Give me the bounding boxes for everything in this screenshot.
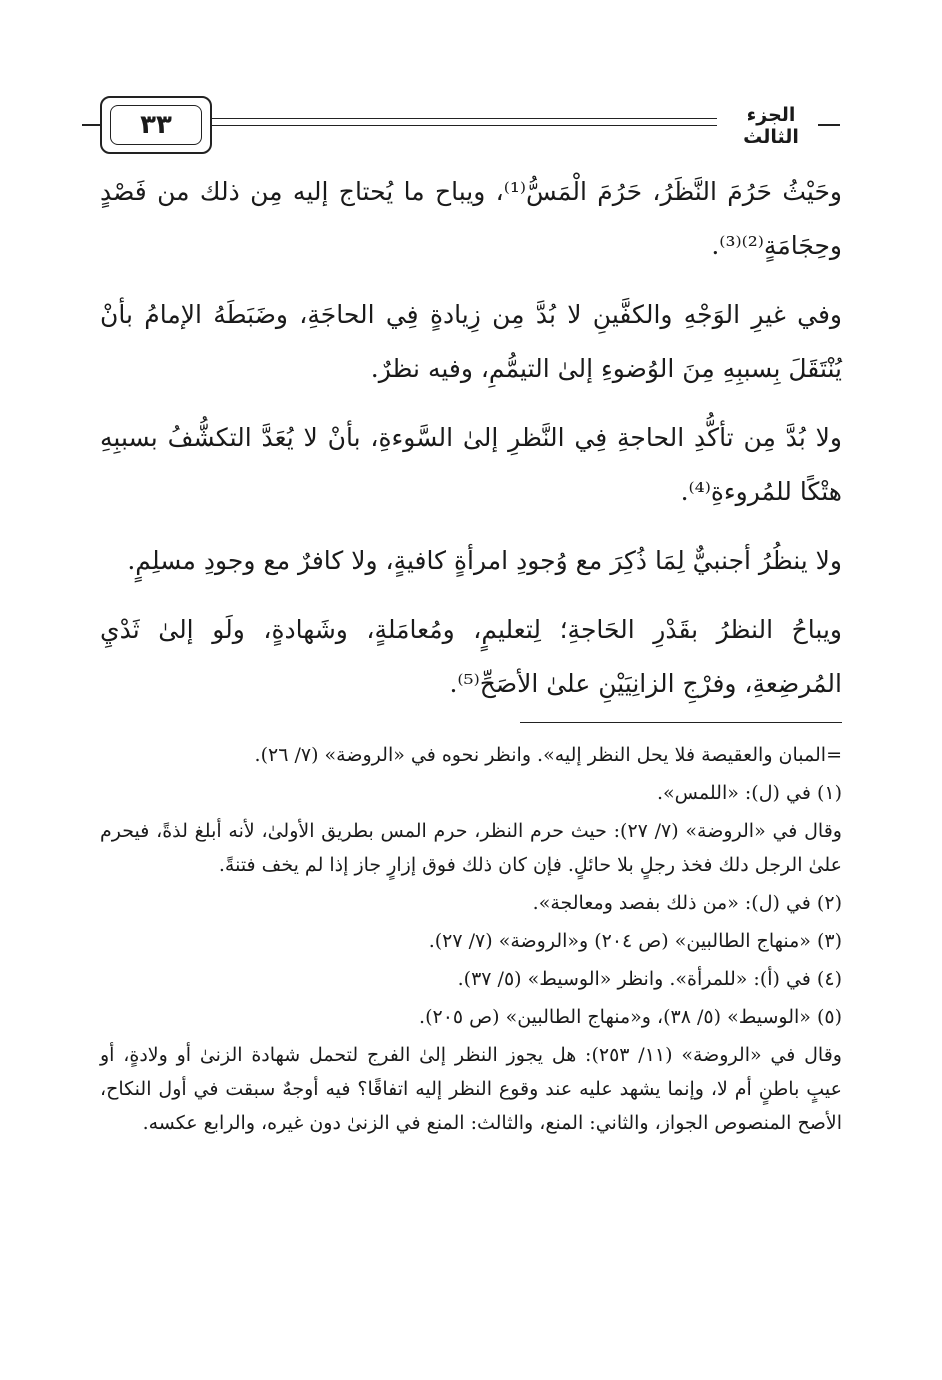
running-title: الجزء الثالث: [743, 104, 799, 148]
footnote-continuation: =المبان والعقيصة فلا يحل النظر إليه». وانظر نحوه في «الروضة» (٧/ ٢٦).: [254, 744, 842, 766]
footnote-1-comment: وقال في «الروضة» (٧/ ٢٧): حيث حرم النظر، حرم المس بطريق الأولىٰ، لأنه أبلغ لذةً، فيحرم علىٰ الرجل دلك فخذ رجلٍ بلا حائلٍ. فإن كان ذلك فوق إزارٍ جاز إذا لم يخف فتنةً.: [100, 820, 842, 876]
footnotes: [100, 738, 842, 1144]
header-rule-left: [82, 124, 100, 126]
footnote-separator: [520, 722, 842, 723]
header-rule-right: [818, 124, 840, 126]
page-number-frame: [100, 96, 212, 154]
footnote-5: (٥) «الوسيط» (٥/ ٣٨)، و«منهاج الطالبين» (ص ٢٠٥).: [419, 1006, 842, 1028]
main-paragraph-1: وحَيْثُ حَرُمَ النَّظَرُ، حَرُمَ الْمَسُّ⁽¹⁾، ويباح ما يُحتاج إليه مِن ذلك من فَصْدٍ وحِجَامَةٍ⁽²⁾⁽³⁾.: [100, 177, 842, 260]
header-rule-bottom: [212, 125, 717, 126]
page-number: ٣٣: [110, 105, 202, 145]
footnote-3: (٣) «منهاج الطالبين» (ص ٢٠٤) و«الروضة» (٧/ ٢٧).: [428, 930, 842, 952]
footnote-2: (٢) في (ل): «من ذلك بفصد ومعالجة».: [532, 892, 842, 914]
main-paragraph-3: ولا بُدَّ مِن تأكُّدِ الحاجةِ فِي النَّظرِ إلىٰ السَّوءةِ، بأنْ لا يُعَدَّ التكشُّفُ بسببِهِ هتْكًا للمُروءةِ⁽⁴⁾.: [100, 423, 842, 506]
header-rule-top: [212, 118, 717, 119]
main-paragraph-4: ولا ينظُرُ أجنبيٌّ لِمَا ذُكِرَ مع وُجودِ امرأةٍ كافيةٍ، ولا كافرٌ مع وجودِ مسلِمٍ.: [127, 546, 842, 575]
main-paragraph-5: ويباحُ النظرُ بقَدْرِ الحَاجةِ؛ لِتعليمٍ، ومُعامَلةٍ، وشَهادةٍ، ولَو إلىٰ ثَدْيِ المُرضِعةِ، وفرْجِ الزانِيَيْنِ علىٰ الأصَحِّ⁽⁵⁾.: [100, 615, 842, 698]
footnote-1: (١) في (ل): «اللمس».: [657, 782, 842, 804]
footnote-5-comment: وقال في «الروضة» (١١/ ٢٥٣): هل يجوز النظر إلىٰ الفرج لتحمل شهادة الزنىٰ أو ولادةٍ، أو عيبٍ باطنٍ أم لا، وإنما يشهد عليه عند وقوع النظر إليه اتفاقًا؟ فيه أوجهٌ سبقت في أول النكاح، الأصح المنصوص الجواز، والثاني: المنع، والثالث: المنع في الزنىٰ دون غيره، والرابع عكسه.: [100, 1044, 842, 1134]
main-text: [100, 165, 842, 726]
footnote-4: (٤) في (أ): «للمرأة». وانظر «الوسيط» (٥/ ٣٧).: [457, 968, 842, 990]
main-paragraph-2: وفي غيرِ الوَجْهِ والكفَّينِ لا بُدَّ مِن زِيادةٍ فِي الحاجَةِ، وضَبَطَهُ الإمامُ بأنْ يُنْتَقَلَ بِسببِهِ مِنَ الوُضوءِ إلىٰ التيمُّمِ، وفيه نظرٌ.: [100, 300, 842, 383]
page-header: [100, 96, 840, 158]
